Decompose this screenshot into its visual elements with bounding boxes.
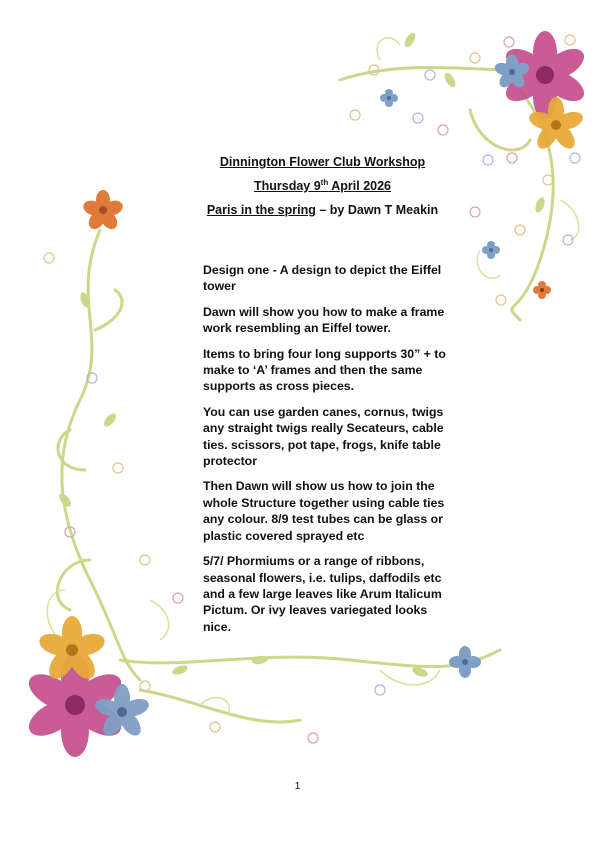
paragraph: Dawn will show you how to make a frame work resembling an Eiffel tower. bbox=[203, 304, 445, 336]
subtitle-presenter: – by Dawn T Meakin bbox=[315, 203, 439, 217]
date-suffix: th bbox=[320, 177, 329, 187]
paragraph: Then Dawn will show us how to join the whole Structure together using cable ties any colour. 8/9 test tubes can be glass or plastic covered sprayed etc bbox=[203, 479, 445, 543]
paragraph: You can use garden canes, cornus, twigs any straight twigs really Secateurs, cable ties. scissors, pot tape, frogs, knife table protector bbox=[203, 404, 444, 469]
paragraph: Items to bring four long supports 30” + to make to ‘A’ frames and then the same supports as cross pieces. bbox=[203, 346, 446, 394]
club-title: Dinnington Flower Club Workshop bbox=[219, 155, 426, 169]
workshop-description bbox=[203, 262, 453, 644]
workshop-date bbox=[180, 179, 465, 194]
subtitle-theme: Paris in the spring bbox=[206, 203, 316, 217]
date-rest: April 2026 bbox=[328, 179, 391, 193]
workshop-subtitle bbox=[180, 203, 465, 218]
paragraph: 5/7/ Phormiums or a range of ribbons, seasonal flowers, i.e. tulips, daffodils etc and a few large leaves like Arum Italicum Pictum. Or ivy leaves variegated looks nice. bbox=[203, 554, 442, 634]
page-number: 1 bbox=[294, 781, 301, 792]
workshop-header bbox=[180, 155, 465, 227]
paragraph: Design one - A design to depict the Eiffel tower bbox=[203, 263, 442, 294]
date-day: Thursday 9 bbox=[253, 179, 321, 193]
